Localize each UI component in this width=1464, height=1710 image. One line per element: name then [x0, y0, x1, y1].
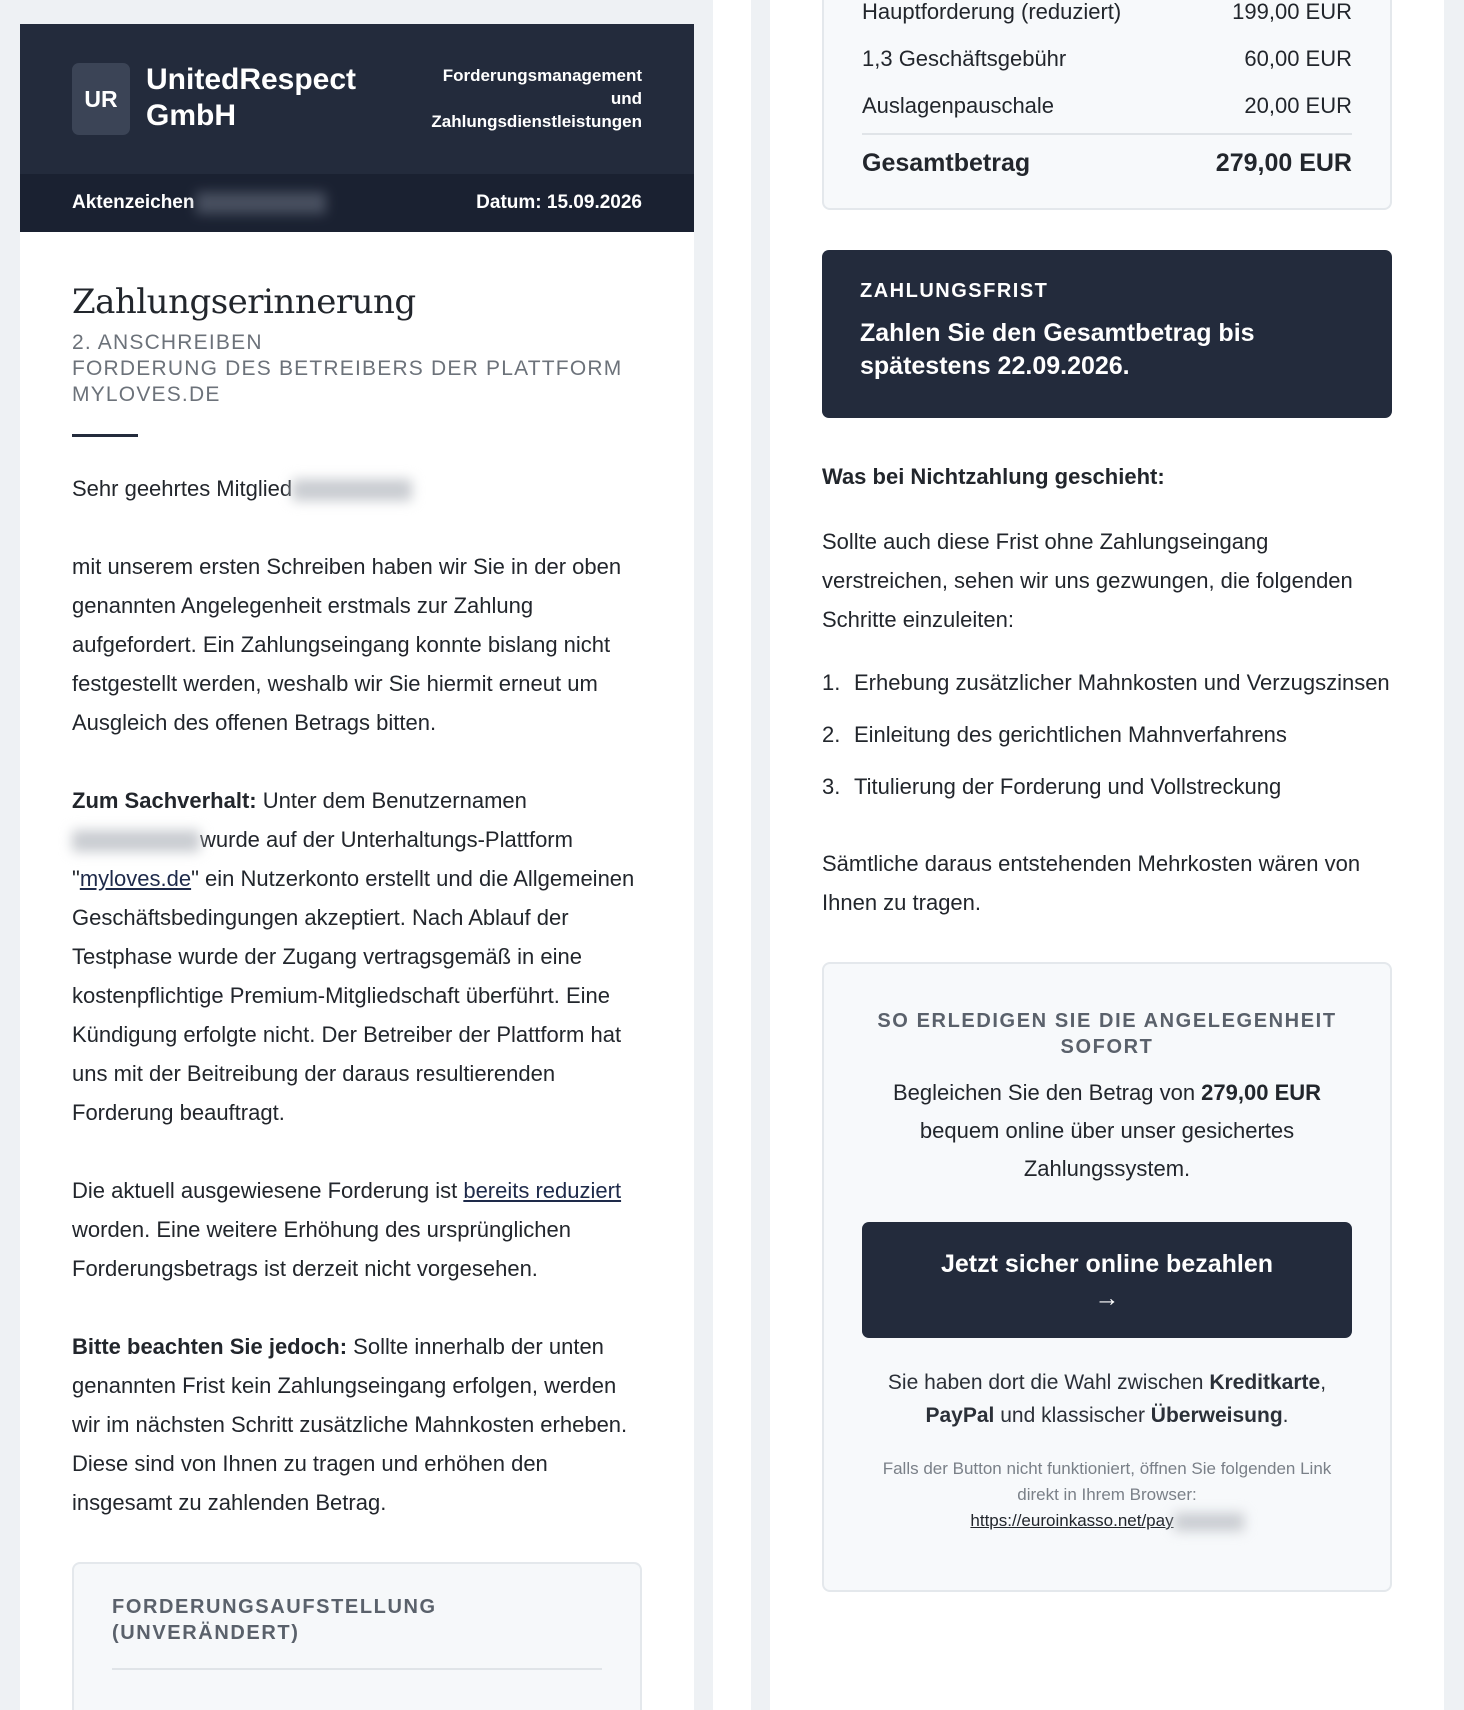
- statement-row: 1,3 Geschäftsgebühr 60,00 EUR: [862, 45, 1352, 71]
- letter-body: [20, 232, 694, 1710]
- nonpayment-outro: Sämtliche daraus entstehenden Mehrkosten wären von Ihnen zu tragen.: [822, 851, 1361, 915]
- paragraph-warning: Bitte beachten Sie jedoch: Sollte innerhalb der unten genannten Frist kein Zahlungseingang erfolgen, werden wir im nächsten Schritt zusätzliche Mahnkosten erheben. Diese sind von Ihnen zu tragen und erhöhen den insgesamt zu zahlenden Betrag.: [72, 1334, 628, 1515]
- nonpayment-intro: Sollte auch diese Frist ohne Zahlungseingang verstreichen, sehen wir uns gezwungen, die folgenden Schritte einzuleiten:: [822, 529, 1353, 632]
- statement-title: FORDERUNGSAUFSTELLUNG (UNVERÄNDERT): [112, 1596, 437, 1644]
- redacted-username: [72, 830, 200, 852]
- total-divider: [862, 133, 1352, 135]
- payment-deadline-box: [822, 250, 1392, 418]
- deadline-label: ZAHLUNGSFRIST: [860, 280, 1049, 302]
- statement-divider: [112, 1668, 602, 1670]
- statement-row: Auslagenpauschale 20,00 EUR: [862, 92, 1352, 118]
- paragraph-facts: Zum Sachverhalt: Unter dem Benutzernamen wurde auf der Unterhaltungs-Plattform "myloves.de" ein Nutzerkonto erstellt und die Allgemeinen Geschäftsbedingungen akzeptiert. Nach Ablauf der Testphase wurde der Zugang vertragsgemäß in eine kostenpflichtige Premium-Mitgliedschaft überführt. Eine Kündigung erfolgte nicht. Der Betreiber der Plattform hat uns mit der Beitreibung der daraus resultierenden Forderung beauftragt.: [72, 788, 635, 1125]
- list-item: 3. Titulierung der Forderung und Vollstreckung: [822, 774, 1282, 799]
- title-divider: [72, 434, 138, 437]
- cta-text: Begleichen Sie den Betrag von 279,00 EUR bequem online über unser gesichertes Zahlungssystem.: [892, 1080, 1322, 1181]
- greeting: Sehr geehrtes Mitglied: [72, 469, 642, 508]
- platform-link[interactable]: myloves.de: [79, 866, 192, 891]
- right-page-margin: [713, 0, 751, 1710]
- pay-online-button[interactable]: Jetzt sicher online bezahlen →: [862, 1222, 1352, 1338]
- letter-left-column: [20, 24, 694, 1710]
- arrow-right-icon: →: [1094, 1284, 1120, 1312]
- page-title: Zahlungserinnerung: [72, 282, 416, 322]
- list-item: 2. Einleitung des gerichtlichen Mahnverfahrens: [822, 722, 1287, 747]
- letter-date: Datum: 15.09.2026: [476, 192, 642, 213]
- payment-methods: Sie haben dort die Wahl zwischen Kreditkarte, PayPal und klassischer Überweisung.: [887, 1371, 1327, 1427]
- nonpayment-heading: Was bei Nichtzahlung geschieht:: [822, 464, 1165, 489]
- reduced-link: bereits reduziert: [463, 1178, 622, 1203]
- letter-subtitle: 2. ANSCHREIBEN FORDERUNG DES BETREIBERS DER PLATTFORM MYLOVES.DE: [72, 331, 623, 406]
- payment-url-link[interactable]: https://euroinkasso.net/pay: [970, 1511, 1174, 1530]
- statement-table: [822, 0, 1392, 210]
- deadline-text: Zahlen Sie den Gesamtbetrag bis spätestens 22.09.2026.: [860, 319, 1255, 380]
- right-body: [770, 0, 1444, 1592]
- payment-cta-box: [822, 962, 1392, 1592]
- statement-row: Hauptforderung (reduziert) 199,00 EUR: [862, 0, 1352, 24]
- redacted-reference: [196, 192, 326, 214]
- company-tagline: Forderungsmanagement und Zahlungsdienstleistungen: [431, 66, 642, 131]
- list-item: 1. Erhebung zusätzlicher Mahnkosten und Verzugszinsen: [822, 670, 1390, 695]
- reference-number: Aktenzeichen: [72, 192, 326, 214]
- cta-heading: SO ERLEDIGEN SIE DIE ANGELEGENHEIT SOFORT: [877, 1010, 1337, 1058]
- letter-header: [20, 24, 694, 174]
- paragraph-reduced: Die aktuell ausgewiesene Forderung ist bereits reduziert worden. Eine weitere Erhöhung des ursprünglichen Forderungsbetrags ist derzeit nicht vorgesehen.: [72, 1178, 622, 1281]
- reference-bar: [20, 174, 694, 232]
- paragraph-intro: mit unserem ersten Schreiben haben wir Sie in der oben genannten Angelegenheit erstmals zur Zahlung aufgefordert. Ein Zahlungseingang konnte bislang nicht festgestellt werden, weshalb wir Sie hiermit erneut um Ausgleich des offenen Betrags bitten.: [72, 554, 622, 735]
- escalation-steps: [822, 663, 1392, 806]
- redacted-url: [1174, 1513, 1244, 1531]
- statement-total: Gesamtbetrag 279,00 EUR: [862, 149, 1352, 177]
- redacted-name: [292, 479, 412, 501]
- company-logo: UR: [72, 63, 130, 135]
- company-name: UnitedRespect GmbH: [146, 63, 357, 132]
- letter-right-column: [770, 0, 1444, 1710]
- statement-box: [72, 1562, 642, 1710]
- fallback-note: Falls der Button nicht funktioniert, öffnen Sie folgenden Link direkt in Ihrem Browser: https://euroinkasso.net/pay: [882, 1459, 1332, 1530]
